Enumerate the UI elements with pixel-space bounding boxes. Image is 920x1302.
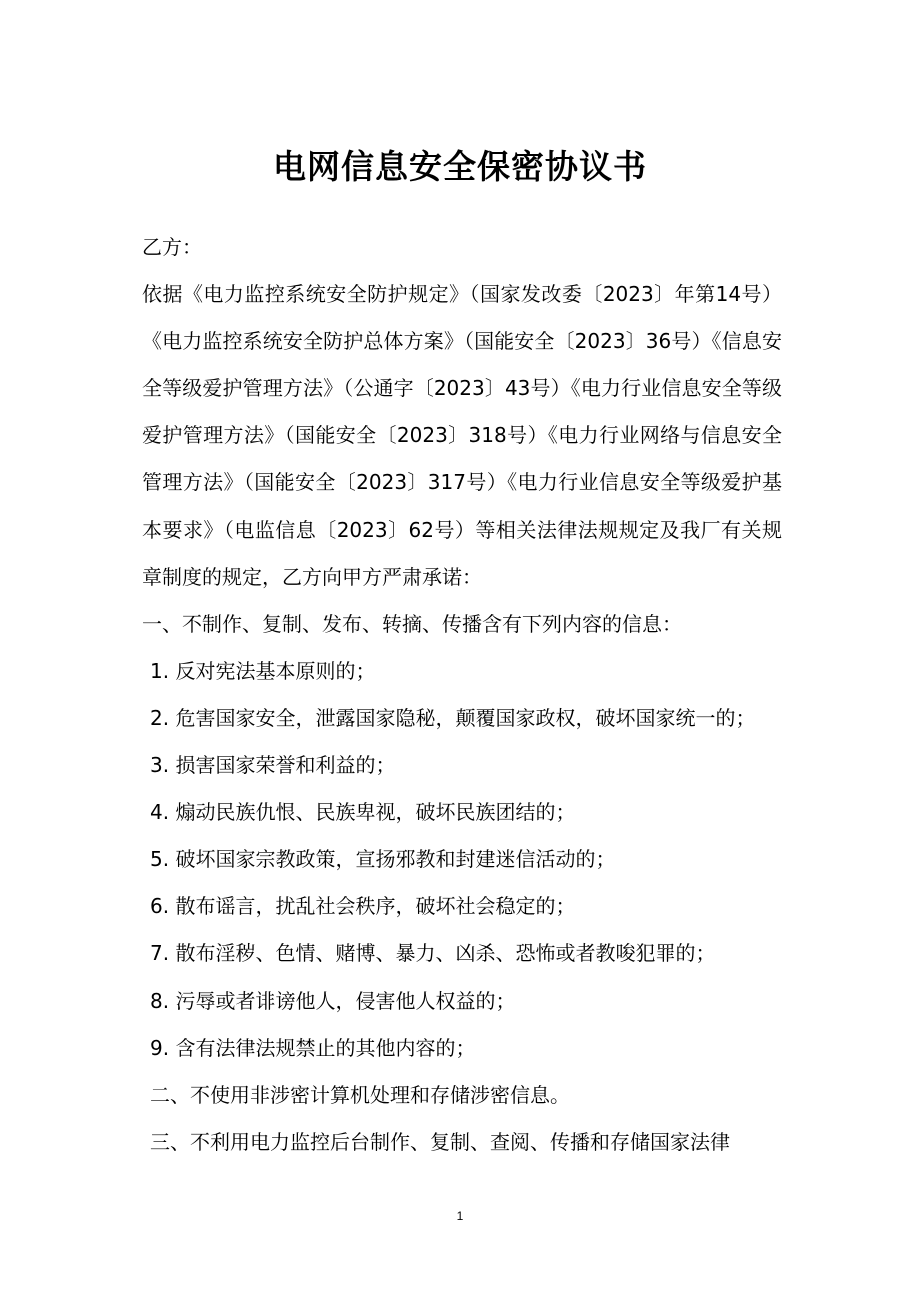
- party-label: 乙方：: [142, 235, 202, 259]
- list-item: 3. 损害国家荣誉和利益的；: [150, 753, 396, 778]
- list-item: 4. 煽动民族仇恨、民族卑视，破坏民族团结的；: [150, 800, 576, 825]
- list-item: 2. 危害国家安全，泄露国家隐秘，颠覆国家政权，破坏国家统一的；: [150, 705, 756, 730]
- list-item: 5. 破坏国家宗教政策，宣扬邪教和封建迷信活动的；: [150, 847, 616, 872]
- section-2: 二、不使用非涉密计算机处理和存储涉密信息。: [150, 1082, 570, 1107]
- document-body: [142, 224, 782, 1166]
- page-number: 1: [456, 1209, 464, 1223]
- list-item: 7. 散布淫秽、色情、赌博、暴力、凶杀、恐怖或者教唆犯罪的；: [150, 941, 716, 966]
- list-item: 6. 散布谣言，扰乱社会秩序，破坏社会稳定的；: [150, 894, 576, 919]
- list-item: 8. 污辱或者诽谤他人，侵害他人权益的；: [150, 988, 516, 1013]
- page-title: 电网信息安全保密协议书: [273, 147, 647, 186]
- list-item: 1. 反对宪法基本原则的；: [150, 658, 376, 683]
- section-1-heading: 一、不制作、复制、发布、转摘、传播含有下列内容的信息：: [142, 611, 682, 636]
- section-3: 三、不利用电力监控后台制作、复制、查阅、传播和存储国家法律: [150, 1129, 730, 1154]
- list-item: 9. 含有法律法规禁止的其他内容的；: [150, 1035, 476, 1060]
- intro-paragraph: 依据《电力监控系统安全防护规定》（国家发改委〔2023〕年第14号）《电力监控系统安全防护总体方案》（国能安全〔2023〕36号）《信息安全等级爱护管理方法》（公通字〔2023〕43号）《电力行业信息安全等级爱护管理方法》（国能安全〔2023〕318号）《电力行业网络与信息安全管理方法》（国能安全〔2023〕317号）《电力行业信息安全等级爱护基本要求》（电监信息〔2023〕62号）等相关法律法规规定及我厂有关规章制度的规定，乙方向甲方严肃承诺：: [142, 282, 782, 589]
